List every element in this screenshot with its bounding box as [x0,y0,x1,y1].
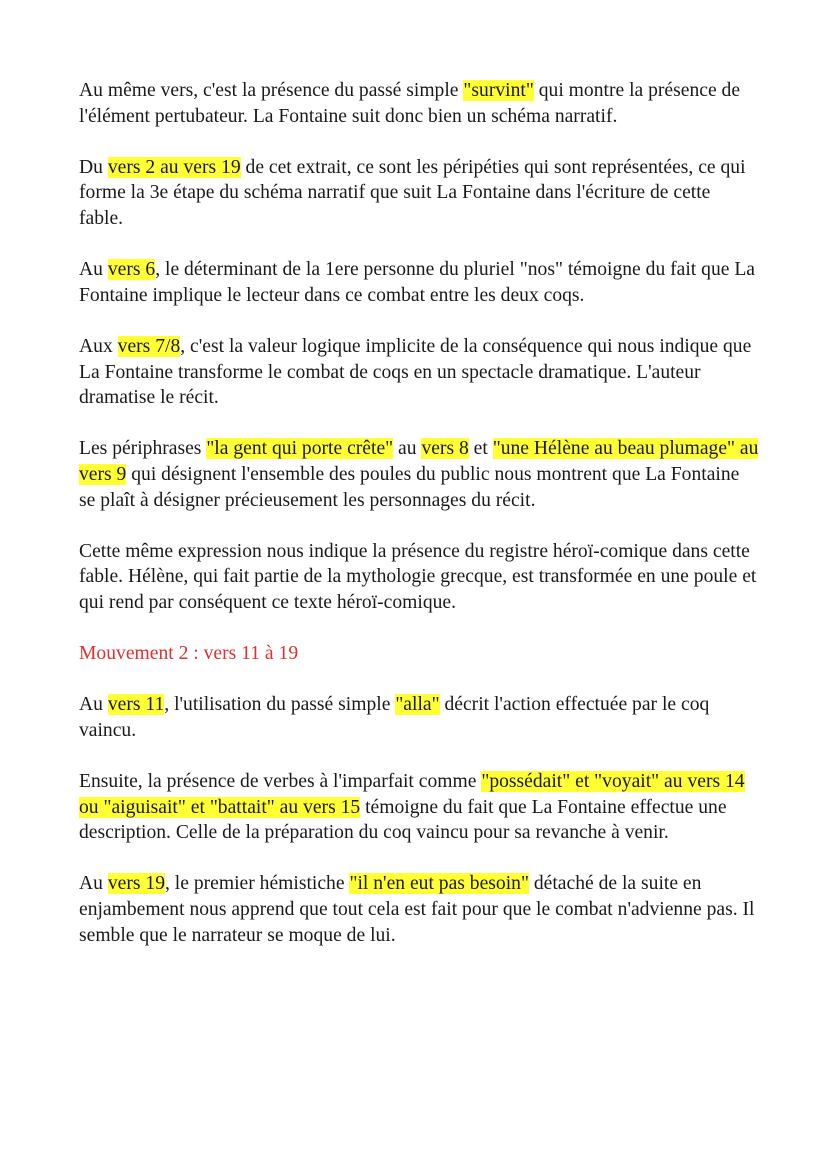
text-segment: Les périphrases [79,438,207,460]
highlighted-text: "la gent qui porte crête" [206,438,394,460]
paragraph-7 [79,692,759,743]
heading-text: Mouvement 2 : vers 11 à 19 [79,643,299,665]
text-segment: Au [79,259,108,281]
paragraph-0 [79,78,759,129]
text-segment: , le déterminant de la 1ere personne du pluriel "nos" témoigne du fait que La Fontaine implique le lecteur dans ce combat entre les deux coqs. [79,259,756,306]
text-segment: détaché de la suite en enjambement nous apprend que tout cela est fait pour que le combat n'advienne pas. Il semble que le narrateur se moque de lui. [79,873,755,946]
highlighted-text: "une Hélène au beau plumage" au vers 9 [79,438,759,485]
text-segment: de cet extrait, ce sont les péripéties qui sont représentées, ce qui forme la 3e étape du schéma narratif que suit La Fontaine dans l'écriture de cette fable. [79,156,746,229]
highlighted-text: "possédait" et "voyait" au vers 14 ou "aiguisait" et "battait" au vers 15 [79,771,745,818]
text-segment: qui montre la présence de l'élément pertubateur. La Fontaine suit donc bien un schéma narratif. [79,80,741,127]
paragraph-3 [79,334,759,411]
text-segment: , le premier hémistiche [165,873,350,895]
paragraph-2 [79,257,759,308]
text-segment: Cette même expression nous indique la présence du registre héroï-comique dans cette fable. Hélène, qui fait partie de la mythologie grecque, est transformée en une poule et qui rend par conséquent ce texte héroï-comique. [79,540,757,613]
highlighted-text: "survint" [463,80,534,101]
paragraph-4 [79,436,759,513]
text-segment: Ensuite, la présence de verbes à l'imparfait comme [79,771,482,793]
text-segment: Aux [79,335,118,357]
text-segment: Au même vers, c'est la présence du passé simple [79,80,464,101]
text-segment: témoigne du fait que La Fontaine effectue une description. Celle de la préparation du coq vaincu pour sa revanche à venir. [79,796,727,844]
highlighted-text: "alla" [395,694,440,716]
section-heading [79,641,759,667]
paragraph-1 [79,155,759,232]
highlighted-text: vers 6 [107,259,156,281]
text-segment: Du [79,156,108,178]
text-segment: et [468,438,493,460]
highlighted-text: vers 11 [107,694,165,716]
text-segment: au [393,438,422,460]
highlighted-text: vers 7/8 [117,335,181,357]
text-segment: Au [79,694,108,716]
text-segment: , c'est la valeur logique implicite de la conséquence qui nous indique que La Fontaine transforme le combat de coqs en un spectacle dramatique. L'auteur dramatise le récit. [79,335,752,409]
highlighted-text: vers 2 au vers 19 [107,156,241,178]
paragraph-9 [79,871,759,948]
paragraph-8 [79,769,759,846]
text-segment: qui désignent l'ensemble des poules du public nous montrent que La Fontaine se plaît à désigner précieusement les personnages du récit. [79,463,740,511]
highlighted-text: "il n'en eut pas besoin" [349,873,529,895]
text-segment: Au [79,873,108,895]
document-page [79,78,759,974]
text-segment: décrit l'action effectuée par le coq vaincu. [79,694,710,741]
paragraph-5 [79,539,759,616]
highlighted-text: vers 8 [421,438,469,460]
text-segment: , l'utilisation du passé simple [164,694,396,716]
highlighted-text: vers 19 [107,873,165,895]
